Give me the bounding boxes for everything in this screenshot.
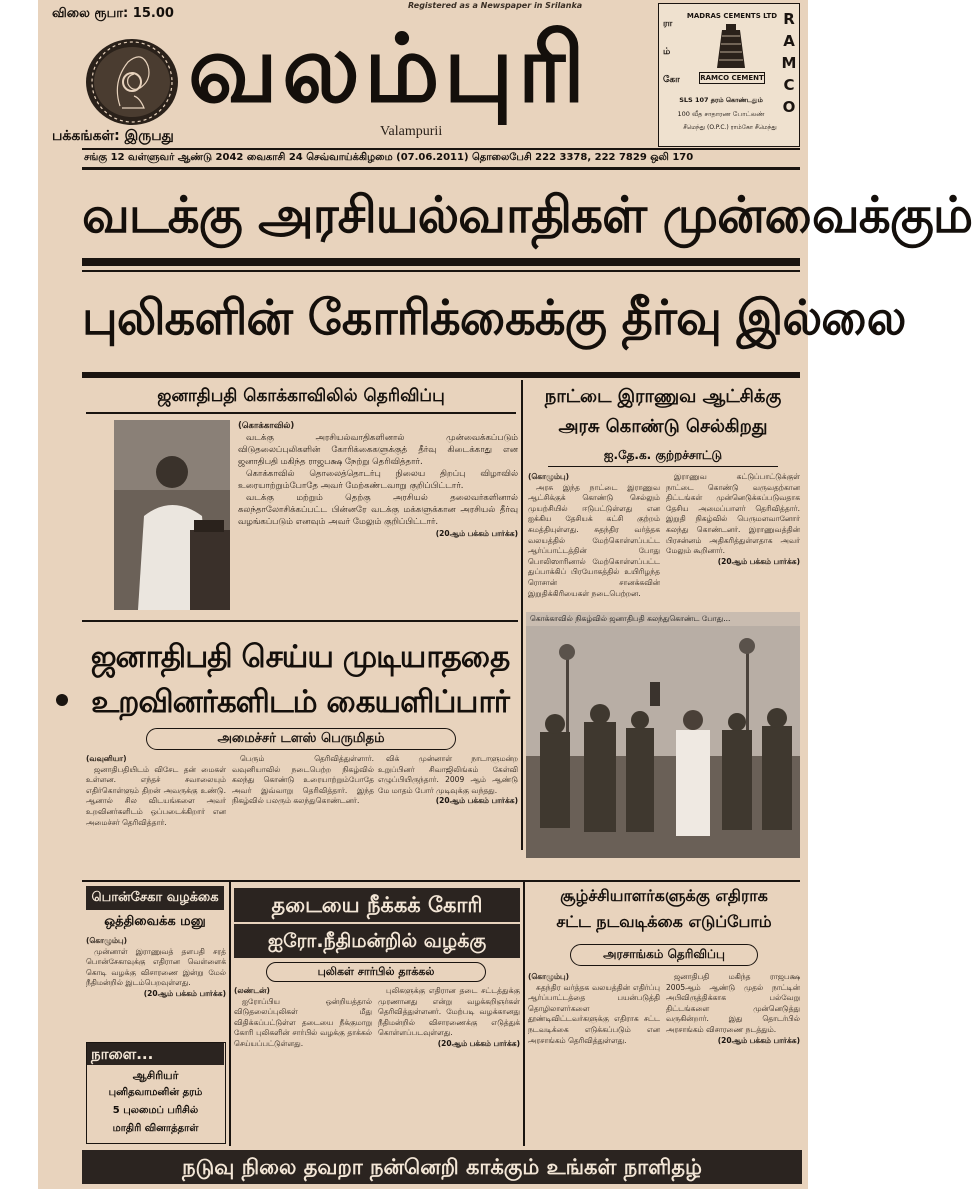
conspiracy-kicker: அரசாங்கம் தெரிவிப்பு: [570, 944, 758, 966]
conspiracy-text-2: ஜனாதிபதி மகிந்த ராஜபக்ஷ 2005ஆம் ஆண்டு முதல் நாட்டின் அபிவிருத்திக்காக பல்வேறு திட்டங்களை முன்னெடுத்து வருகின்றார். இது தொடர்பில் அரசாங்கம் விசாரணை நடத்தும்.: [666, 972, 800, 1034]
eu-dateline: (லண்டன்): [234, 986, 270, 995]
lead-paragraph-2: கொக்காவில் தொலைத்தொடர்பு நிலைய திறப்பு விழாவில் உரையாற்றும்போதே அவர் மேற்கண்டவாறு குறிப்பிட்டார்.: [238, 469, 518, 491]
ad-line-2: 100 வீத சாதாரண போட்லண்: [677, 110, 765, 118]
conch-emblem-icon: [82, 36, 182, 128]
army-dateline: (கொழும்பு): [528, 472, 570, 481]
lead-rule-2: [82, 270, 800, 272]
column-divider-left: [229, 882, 231, 1146]
relatives-text-2: பெரும் தெரிவித்துள்ளார். வவுனியாவில் நடைபெற்ற நிகழ்வில் கலந்து கொண்டு உரையாற்றும்போதே அவர் இவ்வாறு தெரிவித்தார். இந்த நிகழ்வில் பலரும் கலந்துகொண்டனர்.: [232, 754, 374, 806]
tomorrow-line-1: ஆசிரியர்: [132, 1069, 179, 1082]
conspiracy-headline-1: சூழ்ச்சியாளர்களுக்கு எதிராக: [560, 886, 768, 905]
tomorrow-line-3: 5 புலமைப் பரிசில்: [112, 1105, 199, 1116]
lead-headline-1: வடக்கு அரசியல்வாதிகள் முன்வைக்கும்: [82, 186, 972, 244]
lead-dateline: (கொக்காவில்): [238, 421, 295, 431]
section-rule-mid: [82, 620, 518, 622]
army-subhead: ஐ.தே.க. குற்றச்சாட்டு: [603, 448, 723, 462]
temple-gopuram-icon: [707, 24, 755, 68]
ramco-cement-ad: [658, 3, 800, 147]
relatives-continued: (20ஆம் பக்கம் பார்க்க): [435, 796, 518, 806]
relatives-text-3: விக் முன்னாள் நாடாளுமன்ற உறுப்பினர் சிவாஜிலிங்கம் கேள்வி எழுப்பியிருந்தார். 2009 ஆம் ஆண்டு மே மாதம் போர் முடிவுக்கு வந்தது.: [378, 754, 518, 795]
army-continued: (20ஆம் பக்கம் பார்க்க): [717, 556, 800, 566]
eu-headline-1: தடையை நீக்கக் கோரி: [234, 888, 520, 922]
eu-col-2: [378, 986, 520, 1142]
registered-note: Registered as a Newspaper in Srilanka: [408, 1, 583, 10]
brief-headline-1: பொன்சேகா வழக்கை: [86, 886, 224, 910]
tomorrow-box: [86, 1042, 226, 1144]
ad-product: RAMCO CEMENT: [700, 74, 764, 82]
army-col-1: [528, 472, 660, 608]
lead-kicker-rule: [86, 412, 516, 414]
lead-headline-2: புலிகளின் கோரிக்கைக்கு தீர்வு இல்லை: [82, 290, 906, 346]
relatives-col-3: [378, 754, 518, 878]
lower-rule: [82, 880, 800, 882]
army-headline-2: அரசு கொண்டு செல்கிறது: [558, 416, 768, 437]
ad-line-1: SLS 107 தரம் கொண்டதும்: [679, 96, 763, 104]
lead-paragraph-1: வடக்கு அரசியல்வாதிகளினால் முன்வைக்கப்படும் விடுதலைப்புலிகளின் கோரிக்கைகளுக்குத் தீர்வு கிடைக்காது என ஜனாதிபதி மகிந்த ராஜபக்ஷ நேற்று தெரிவித்தார்.: [238, 433, 518, 467]
conspiracy-col-2: [666, 972, 800, 1142]
president-inspection-photo: [526, 612, 800, 858]
lead-body: [238, 420, 518, 616]
eu-text-1: ஐரோப்பிய ஒன்றியத்தால் விடுதலைப்புலிகள் மீது விதிக்கப்பட்டுள்ள தடையை நீக்குமாறு கோரி புலிகளின் சார்பில் வழக்கு தாக்கல் செய்யப்பட்டுள்ளது.: [234, 996, 372, 1048]
conspiracy-continued: (20ஆம் பக்கம் பார்க்க): [717, 1035, 800, 1045]
eu-continued: (20ஆம் பக்கம் பார்க்க): [437, 1038, 520, 1048]
conspiracy-text-1: சுதந்திர வர்த்தக வலயத்தின் எதிர்ப்பு ஆர்ப்பாட்டத்தை பயன்படுத்தி தொழிலாளர்களை தூண்டிவிட்டவர்களுக்கு எதிராக சட்ட நடவடிக்கை எடுக்கப்படும் என அரசாங்கம் தெரிவித்துள்ளது.: [528, 982, 660, 1045]
lead-kicker: ஜனாதிபதி கொக்காவிலில் தெரிவிப்பு: [157, 386, 445, 406]
masthead-title-latin: Valampurii: [380, 124, 443, 139]
brief-body: [86, 936, 226, 1040]
relatives-col-2: [232, 754, 374, 878]
army-subhead-rule: [548, 466, 778, 467]
relatives-kicker: அமைச்சர் டளஸ் பெருமிதம்: [146, 728, 456, 750]
relatives-dateline: (வவுனியா): [86, 754, 127, 763]
army-text-1: அரசு இந்த நாட்டை இராணுவ ஆட்சிக்குக் கொண்டு செல்லும் முயற்சியில் ஈடுபட்டுள்ளது என ஐக்கிய தேசியக் கட்சி குற்றம் சுமத்தியுள்ளது. சுதந்திர வர்த்தக வலயத்தில் மேற்கொள்ளப்பட்ட ஆர்ப்பாட்டத்தின் போது பொலிஸாரினால் மேற்கொள்ளப்பட்ட துப்பாக்கிப் பிரயோகத்தில் உயிரிழந்த ரொசான் சானக்கவின் இறுதிக்கிரியைகள் நடைபெற்றன.: [528, 482, 660, 598]
eu-kicker: புலிகள் சார்பில் தாக்கல்: [266, 962, 486, 982]
brief-text: முன்னாள் இராணுவத் தளபதி சரத் பொன்சேகாவுக்கு எதிரான வெள்ளைக் கொடி வழக்கு விசாரணை இன்று மேல் நீதிமன்றில் இடம்பெறவுள்ளது.: [86, 946, 226, 988]
brief-continued: (20ஆம் பக்கம் பார்க்க): [143, 988, 226, 998]
brief-dateline: (கொழும்பு): [86, 936, 128, 945]
tomorrow-line-4: மாதிரி வினாத்தாள்: [112, 1123, 199, 1134]
army-col-2: [666, 472, 800, 608]
conspiracy-dateline: (கொழும்பு): [528, 972, 570, 981]
conspiracy-col-1: [528, 972, 660, 1142]
eu-headline-2: ஐரோ.நீதிமன்றில் வழக்கு: [234, 924, 520, 958]
brief-headline-2: ஒத்திவைக்க மனு: [104, 914, 206, 929]
tomorrow-line-2: புனிதவாமனின் தரம்: [108, 1087, 203, 1098]
ad-brand-vertical: RAMCO: [781, 10, 797, 116]
dateline-bar: சங்கு 12 வள்ளுவர் ஆண்டு 2042 வைகாசி 24 செவ்வாய்க்கிழமை (07.06.2011) தொலைபேசி 222 3378, 222 7829 ஒலி 170: [84, 152, 694, 163]
lead-continued: (20ஆம் பக்கம் பார்க்க): [435, 529, 518, 538]
relatives-col-1: [86, 754, 226, 878]
column-divider-right: [521, 380, 523, 850]
relatives-headline-2: உறவினர்களிடம் கையளிப்பார்: [91, 684, 509, 720]
column-divider-right-lower: [523, 882, 525, 1146]
conspiracy-headline-2: சட்ட நடவடிக்கை எடுப்போம்: [556, 912, 772, 931]
ad-company: MADRAS CEMENTS LTD: [686, 12, 778, 20]
masthead-title: வலம்புரி: [188, 14, 590, 124]
photo-caption: கொக்காவில் நிகழ்வில் ஜனாதிபதி கலந்துகொண்ட போது...: [526, 612, 800, 626]
president-podium-photo: [114, 420, 230, 610]
relatives-text-1: ஜனாதிபதியிடம் விசேட தன் மைகள் உள்ளன. எந்தச் சவாலையும் எதிர்கொள்ளும் திறன் அவருக்கு உண்டு. ஆனால் சில விடயங்களை அவர் உறவினர்களிடம் ஒப்படைக்கிறார் என அமைச்சர் தெரிவித்தார்.: [86, 764, 226, 827]
masthead-rule-bottom: [82, 167, 800, 170]
newspaper-page: [38, 0, 972, 1189]
tomorrow-label: நாளை...: [87, 1043, 224, 1065]
army-text-2: இராணுவ கட்டுப்பாட்டுக்குள் நாட்டை கொண்டு வருவதற்கான திட்டங்கள் முன்னெடுக்கப்படுவதாக தேசிய அமைப்பாளர் தெரிவித்தார். இறுதி நிகழ்வில் பெருமளவானோர் கலந்து கொண்டனர். இராணுவத்தின் பிரசன்னம் அதிகரித்துள்ளதாக அவர் மேலும் கூறினார்.: [666, 472, 800, 556]
eu-col-1: [234, 986, 372, 1142]
lead-rule-1: [82, 258, 800, 266]
lead-paragraph-3: வடக்கு மற்றும் தெற்கு அரசியல் தலைவர்களினால் கலந்தாலோசிக்கப்பட்ட பின்னரே வடக்கு மக்களுக்கான அரசியல் தீர்வு வழங்கப்படும் எனவும் அவர் மேலும் குறிப்பிட்டார்.: [238, 493, 518, 527]
pages-count: பக்கங்கள்: இருபது: [52, 128, 174, 144]
ad-left-chars: ரா ம் கோ: [663, 19, 680, 85]
relatives-headline-1: ஜனாதிபதி செய்ய முடியாததை: [90, 639, 510, 675]
eu-text-2: புலிகளுக்கு எதிரான தடை சட்டத்துக்கு முரணானது என்று வழக்கறிஞர்கள் தெரிவித்துள்ளனர். மேற்படி வழக்கானது நீதிமன்றில் விசாரணைக்கு எடுத்துக் கொள்ளப்படவுள்ளது.: [378, 986, 520, 1038]
lead-rule-3: [82, 372, 800, 378]
footer-slogan: நடுவு நிலை தவறா நன்னெறி காக்கும் உங்கள் நாளிதழ்: [82, 1150, 802, 1184]
army-headline-1: நாட்டை இராணுவ ஆட்சிக்கு: [544, 386, 782, 407]
bullet-dot-1: [56, 694, 68, 706]
price-label: விலை ரூபா: 15.00: [52, 6, 174, 21]
ad-line-3: சீமெந்து (O.P.C.) ராம்கோ சீமெந்து: [683, 124, 777, 131]
